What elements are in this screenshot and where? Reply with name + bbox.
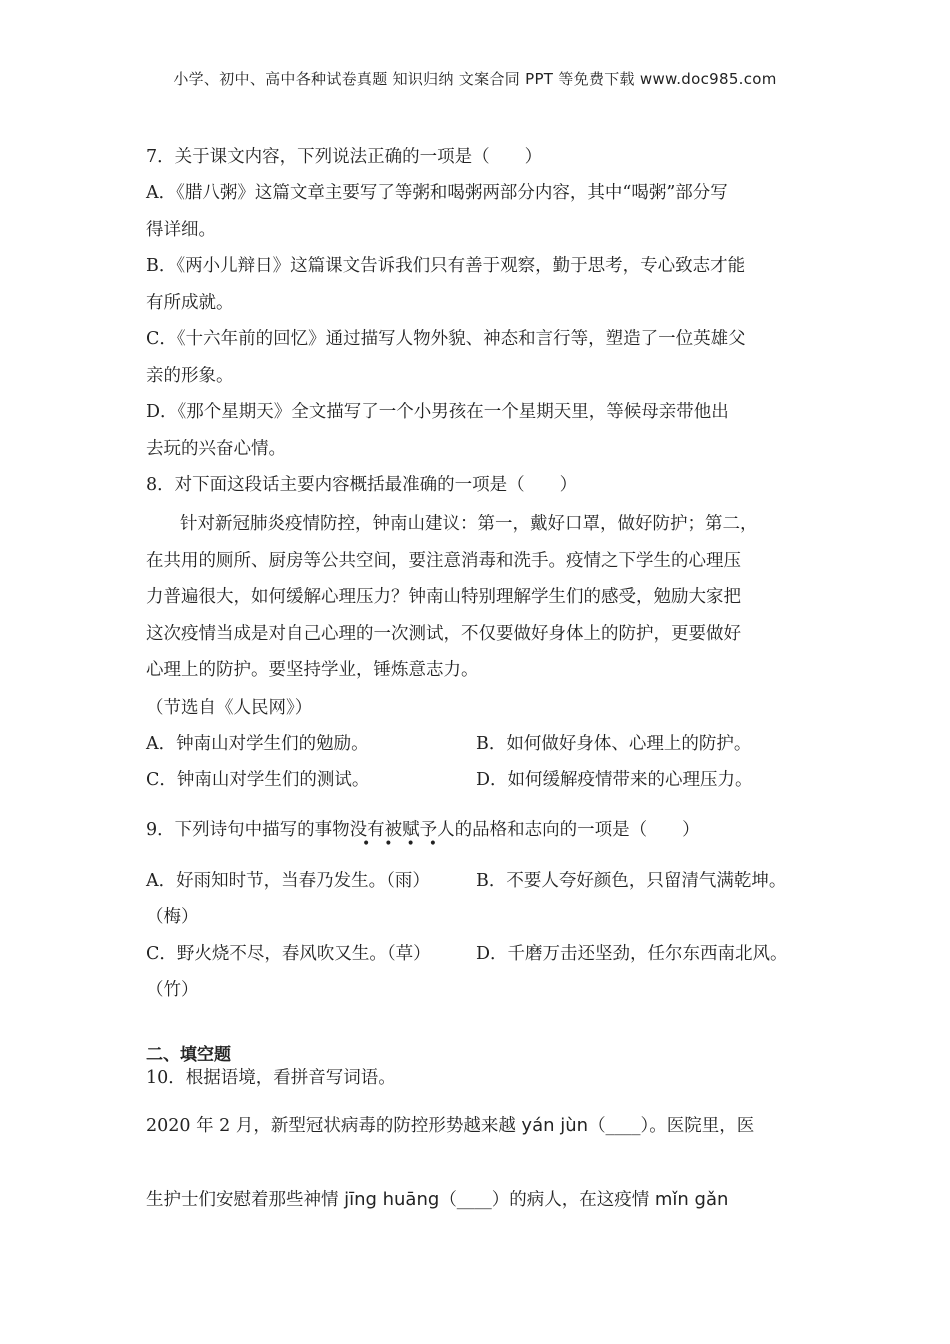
q7-option-b-line2: 有所成就。 — [146, 293, 234, 313]
q9-option-d: D．千磨万击还坚劲，任尔东西南北风。 — [476, 944, 788, 964]
q9-option-c: C．野火烧不尽，春风吹又生。（草） — [146, 944, 431, 964]
q9-options-row2 — [146, 942, 826, 966]
q9-options-row1 — [146, 869, 826, 893]
q8-option-a: A．钟南山对学生们的勉励。 — [146, 734, 369, 754]
q7-option-b-line1: B．《两小儿辩日》这篇课文告诉我们只有善于观察，勤于思考，专心致志才能 — [146, 256, 746, 276]
q10-stem: 10．根据语境，看拼音写词语。 — [146, 1068, 396, 1088]
pinyin-jinghuang: jīng huāng — [344, 1189, 440, 1210]
q7-stem: 7．关于课文内容，下列说法正确的一项是（ ） — [146, 147, 543, 167]
q8-passage-line2: 在共用的厕所、厨房等公共空间，要注意消毒和洗手。疫情之下学生的心理压 — [146, 551, 741, 571]
q10-text: 生护士们安慰着那些神情 — [146, 1190, 345, 1210]
section-title: 二、填空题 — [146, 1045, 231, 1065]
q10-text: 2020 年 2 月，新型冠状病毒的防控形势越来越 — [146, 1116, 522, 1136]
pinyin-yanjun: yán jùn — [521, 1115, 589, 1136]
q8-passage-line4: 这次疫情当成是对自己心理的一次测试，不仅要做好身体上的防护，更要做好 — [146, 624, 741, 644]
q9-option-a: A．好雨知时节，当春乃发生。（雨） — [146, 871, 430, 891]
q7-option-d-line1: D．《那个星期天》全文描写了一个小男孩在一个星期天里，等候母亲带他出 — [146, 402, 729, 422]
q10-sentence-line2 — [146, 1188, 826, 1212]
answer-blank[interactable]: （____）。医院里，医 — [588, 1116, 755, 1136]
q8-source: （节选自《人民网》） — [146, 698, 313, 718]
answer-blank[interactable]: （____）的病人，在这疫情 — [439, 1190, 655, 1210]
q8-passage-line3: 力普遍很大，如何缓解心理压力？钟南山特别理解学生们的感受，勉励大家把 — [146, 587, 741, 607]
q7-option-d-line2: 去玩的兴奋心情。 — [146, 439, 286, 459]
q8-passage-line1: 针对新冠肺炎疫情防控，钟南山建议：第一，戴好口罩，做好防护；第二， — [180, 514, 758, 534]
q8-option-b: B．如何做好身体、心理上的防护。 — [476, 734, 752, 754]
q8-stem: 8．对下面这段话主要内容概括最准确的一项是（ ） — [146, 475, 578, 495]
page-header: 小学、初中、高中各种试卷真题 知识归纳 文案合同 PPT 等免费下载 www.doc985.com — [173, 70, 777, 88]
q9-stem: 9．下列诗句中描写的事物没有被赋予人的品格和志向的一项是（ ） — [146, 820, 700, 840]
q9-option-b: B．不要人夸好颜色，只留清气满乾坤。 — [476, 871, 787, 891]
q10-sentence-line1 — [146, 1114, 826, 1138]
q9-option-d-tail: （竹） — [146, 980, 199, 1000]
q8-options-row1 — [146, 732, 826, 756]
q7-option-c-line1: C．《十六年前的回忆》通过描写人物外貌、神态和言行等，塑造了一位英雄父 — [146, 329, 746, 349]
q8-options-row2 — [146, 768, 826, 792]
pinyin-mingan: mǐn gǎn — [654, 1189, 729, 1210]
q8-passage-line5: 心理上的防护。要坚持学业，锤炼意志力。 — [146, 660, 479, 680]
q7-option-a-line1: A．《腊八粥》这篇文章主要写了等粥和喝粥两部分内容，其中“喝粥”部分写 — [146, 183, 728, 203]
q8-option-c: C．钟南山对学生们的测试。 — [146, 770, 370, 790]
q8-option-d: D．如何缓解疫情带来的心理压力。 — [476, 770, 753, 790]
q7-option-a-line2: 得详细。 — [146, 220, 216, 240]
emphasis-dots: •••• — [362, 836, 452, 852]
q7-option-c-line2: 亲的形象。 — [146, 366, 234, 386]
q9-option-b-tail: （梅） — [146, 907, 199, 927]
